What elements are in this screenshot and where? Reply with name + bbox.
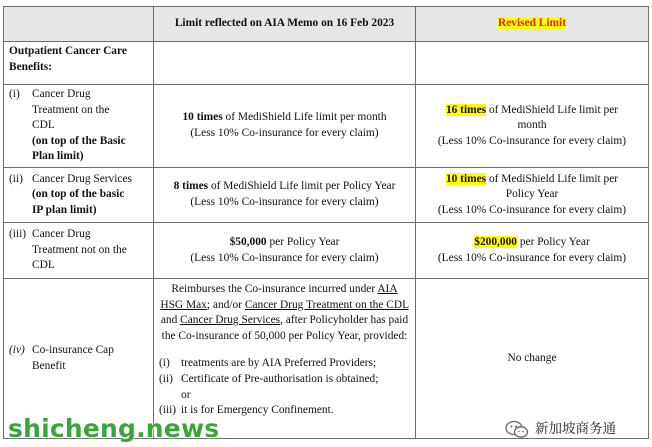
cap-text: , after Policyholder has paid the Co-insurance of 50,000 per Policy Year, provided: <box>161 314 409 342</box>
cap-text: ; and/or <box>206 298 242 311</box>
header-memo-limit: Limit reflected on AIA Memo on 16 Feb 2023 <box>154 7 416 42</box>
benefit-number: (ii) <box>9 172 23 185</box>
revised-limit-cell <box>416 85 649 168</box>
memo-limit-value: $50,000 <box>229 235 267 248</box>
cap-condition-num: (iii) <box>159 404 177 417</box>
memo-limit-value: 10 times <box>182 111 223 124</box>
memo-limit-note: (Less 10% Co-insurance for every claim) <box>190 251 379 264</box>
cap-text: and <box>160 314 181 327</box>
cap-condition-text: Certificate of Pre-authorisation is obtained; <box>181 372 379 385</box>
cap-link-cancer-drug-treatment: Cancer Drug Treatment on the CDL <box>244 298 409 311</box>
cap-condition-num: (ii) <box>159 372 173 385</box>
revised-limit-text2: month <box>517 119 547 132</box>
revised-limit-note: (Less 10% Co-insurance for every claim) <box>437 251 627 264</box>
benefit-label-cell <box>4 168 154 223</box>
cap-benefit-label: Co-insurance Cap Benefit <box>32 343 114 372</box>
benefit-number: (i) <box>9 88 20 101</box>
benefit-label-line: Cancer Drug <box>32 228 91 241</box>
benefit-row-i <box>4 85 649 168</box>
header-corner-cell <box>4 7 154 42</box>
revised-limit-text: per Policy Year <box>516 235 590 248</box>
memo-limit-cell <box>154 85 416 168</box>
benefit-label-line: Cancer Drug Services <box>32 172 132 185</box>
benefit-label-bold: Plan limit) <box>32 150 84 163</box>
revised-limit-text: of MediShield Life limit per <box>486 103 619 116</box>
benefit-number: (iv) <box>9 343 25 356</box>
memo-limit-text: of MediShield Life limit per month <box>222 111 387 124</box>
revised-limit-text2: Policy Year <box>505 188 559 201</box>
benefit-row-iii <box>4 223 649 279</box>
revised-limit-cell <box>416 223 649 279</box>
memo-limit-value: 8 times <box>173 180 209 193</box>
cap-link-hsg-max: AIA HSG Max <box>160 283 398 311</box>
memo-limit-cell <box>154 168 416 223</box>
cap-revised-cell: No change <box>416 279 649 439</box>
benefit-label-bold: (on top of the basic <box>32 188 125 201</box>
benefit-label-cell <box>4 223 154 279</box>
memo-limit-text: per Policy Year <box>266 235 340 248</box>
benefit-label-bold: IP plan limit) <box>32 203 97 216</box>
revised-limit-text: of MediShield Life limit per <box>486 172 619 185</box>
benefit-label-bold: (on top of the Basic <box>32 134 126 147</box>
section-row <box>4 42 649 85</box>
section-title-line2: Benefits: <box>9 60 53 73</box>
memo-limit-note: (Less 10% Co-insurance for every claim) <box>190 127 379 139</box>
wechat-badge[interactable] <box>505 420 616 439</box>
benefit-label-line: Treatment not on the <box>32 243 127 256</box>
revised-limit-note: (Less 10% Co-insurance for every claim) <box>437 134 627 147</box>
benefit-row-ii <box>4 168 649 223</box>
header-revised-limit <box>416 7 649 42</box>
cap-condition-text: treatments are by AIA Preferred Providers; <box>181 357 377 370</box>
revised-limit-value: 10 times <box>445 172 487 185</box>
header-row <box>4 7 649 42</box>
wechat-icon <box>505 420 529 439</box>
revised-limit-value: 16 times <box>445 103 487 116</box>
cap-text: Reimburses the Co-insurance incurred under <box>171 283 376 295</box>
section-title-line1: Outpatient Cancer Care <box>9 45 127 57</box>
revised-limit-cell <box>416 168 649 223</box>
benefits-table <box>3 6 649 439</box>
wechat-account-name: 新加坡商务通 <box>535 420 616 437</box>
revised-limit-label: Revised Limit <box>497 17 567 30</box>
revised-limit-note: (Less 10% Co-insurance for every claim) <box>437 203 627 216</box>
benefit-label-line: Treatment on the <box>32 103 110 116</box>
cap-condition <box>159 372 410 388</box>
memo-limit-text: of MediShield Life limit per Policy Year <box>208 180 396 193</box>
benefit-number: (iii) <box>9 228 27 241</box>
memo-limit-cell <box>154 223 416 279</box>
cap-condition <box>159 388 410 404</box>
cap-condition-num: (i) <box>159 357 170 370</box>
cap-condition-num <box>159 388 181 404</box>
memo-limit-note: (Less 10% Co-insurance for every claim) <box>190 196 379 208</box>
cap-condition-text: or <box>181 388 191 401</box>
benefit-label-cell <box>4 85 154 168</box>
benefit-label-line: Cancer Drug <box>32 88 91 101</box>
section-title <box>4 42 154 85</box>
cap-condition-text: it is for Emergency Confinement. <box>181 404 334 417</box>
cap-condition <box>159 356 410 372</box>
benefit-label-line: CDL <box>32 119 55 132</box>
benefit-label-line: CDL <box>32 259 55 272</box>
watermark-text: shicheng.news <box>8 414 220 443</box>
section-memo-empty <box>154 42 416 85</box>
cap-conditions <box>159 356 410 418</box>
section-revised-empty <box>416 42 649 85</box>
cap-link-cancer-drug-services: Cancer Drug Services <box>180 314 281 327</box>
revised-limit-value: $200,000 <box>474 235 517 248</box>
